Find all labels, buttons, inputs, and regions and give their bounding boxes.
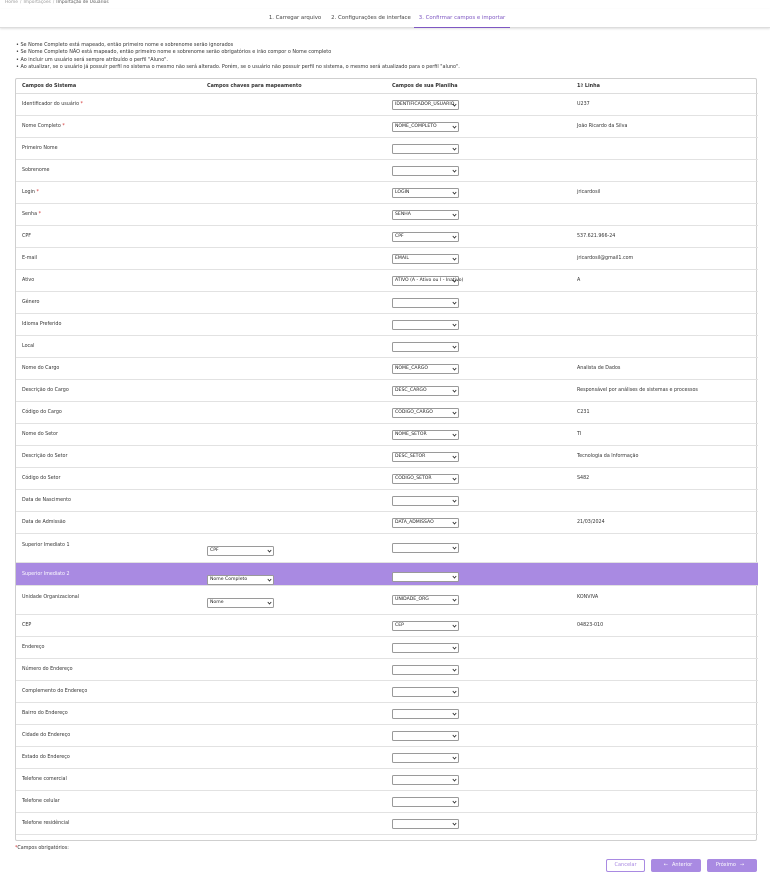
- table-row: [16, 248, 758, 270]
- sheet-column-select[interactable]: [392, 665, 459, 675]
- sheet-column-select-value: CPF: [395, 234, 404, 239]
- first-row-value: Tecnologia da Informação: [577, 454, 639, 459]
- first-row-value: 537.621.966-24: [577, 234, 616, 239]
- sheet-column-select[interactable]: [392, 474, 459, 484]
- field-label: [22, 432, 58, 437]
- field-label-text: Idioma Preferido: [22, 322, 62, 327]
- chevron-down-icon: [452, 454, 457, 460]
- key-field-select[interactable]: [207, 598, 274, 608]
- field-label-text: Endereço: [22, 645, 45, 650]
- required-mark: *: [38, 212, 41, 217]
- arrow-left-icon: ←: [663, 862, 668, 868]
- sheet-column-select[interactable]: [392, 543, 459, 553]
- breadcrumb-home[interactable]: Home: [5, 0, 18, 5]
- field-label: [22, 711, 68, 716]
- chevron-down-icon: [452, 574, 457, 580]
- sheet-column-select-value: NOME_COMPLETO: [395, 124, 437, 129]
- required-mark: *: [62, 124, 65, 129]
- sheet-column-select-value: CEP: [395, 623, 404, 628]
- sheet-column-select[interactable]: [392, 687, 459, 697]
- sheet-column-select[interactable]: [392, 386, 459, 396]
- field-label-text: Número do Endereço: [22, 667, 73, 672]
- header-campos-planilha: Campos de sua Planilha: [392, 83, 458, 89]
- field-label: [22, 102, 83, 107]
- sheet-column-select[interactable]: [392, 188, 459, 198]
- field-label-text: Local: [22, 344, 35, 349]
- required-mark: *: [36, 190, 39, 195]
- chevron-down-icon: [452, 432, 457, 438]
- table-row: [16, 703, 758, 725]
- field-label: [22, 344, 34, 349]
- breadcrumb-importacoes[interactable]: Importações: [23, 0, 51, 5]
- chevron-down-icon: [452, 344, 457, 350]
- field-label: [22, 410, 62, 415]
- header-campos-sistema: Campos do Sistema: [22, 83, 77, 89]
- sheet-column-select-value: NOME_CARGO: [395, 366, 428, 371]
- field-label: [22, 520, 66, 525]
- previous-button[interactable]: [651, 859, 701, 872]
- chevron-down-icon: [452, 645, 457, 651]
- sheet-column-select[interactable]: [392, 342, 459, 352]
- table-row: [16, 725, 758, 747]
- sheet-column-select[interactable]: [392, 643, 459, 653]
- field-label-text: Descrição do Cargo: [22, 388, 69, 393]
- table-row: [16, 270, 758, 292]
- previous-button-label: Anterior: [672, 862, 693, 868]
- header-primeira-linha: 1ª Linha: [577, 83, 600, 89]
- field-label-text: Identificador do usuário: [22, 102, 80, 107]
- first-row-value: 21/03/2024: [577, 520, 605, 525]
- table-row: [16, 358, 758, 380]
- sheet-column-select[interactable]: [392, 621, 459, 631]
- table-row: [16, 204, 758, 226]
- field-label: [22, 476, 60, 481]
- key-field-select[interactable]: [207, 575, 274, 585]
- sheet-column-select-value: NOME_SETOR: [395, 432, 427, 437]
- table-row: [16, 813, 758, 835]
- note-item: • Ao atualizar, se o usuário já possuir perfil no sistema o mesmo não será alterado. Porém, se o usuário não possuir perfil no sistema, o mesmo será atualizado para o perfil "aluno".: [16, 64, 460, 71]
- next-button-label: Próximo: [715, 862, 736, 868]
- note-item: • Se Nome Completo está mapeado, então primeiro nome e sobrenome serão ignorados: [16, 42, 460, 49]
- field-label-text: Estado do Endereço: [22, 755, 70, 760]
- key-field-select[interactable]: [207, 546, 274, 556]
- sheet-column-select[interactable]: [392, 709, 459, 719]
- note-item: • Ao incluir um usuário será sempre atribuído o perfil "Aluno".: [16, 57, 460, 64]
- first-row-value: C231: [577, 410, 590, 415]
- breadcrumb-separator: /: [52, 0, 55, 5]
- next-button[interactable]: [707, 859, 757, 872]
- chevron-down-icon: [452, 410, 457, 416]
- field-label-text: CEP: [22, 623, 32, 628]
- cancel-button-label: Cancelar: [614, 862, 637, 868]
- sheet-column-select[interactable]: [392, 276, 464, 286]
- step-confirmar-importar[interactable]: 3. Confirmar campos e importar: [414, 9, 510, 28]
- step-carregar-arquivo[interactable]: 1. Carregar arquivo: [268, 15, 322, 21]
- field-label-text: Senha: [22, 212, 38, 217]
- field-label: [22, 623, 31, 628]
- table-row: [16, 512, 758, 534]
- field-label-text: Nome Completo: [22, 124, 61, 129]
- sheet-column-select[interactable]: [392, 100, 459, 110]
- table-row: [16, 182, 758, 204]
- field-label-text: Complemento do Endereço: [22, 689, 88, 694]
- field-label-text: Login: [22, 190, 35, 195]
- sheet-column-select[interactable]: [392, 254, 459, 264]
- field-label-text: CPF: [22, 234, 32, 239]
- field-label-text: Código do Cargo: [22, 410, 62, 415]
- field-label: [22, 645, 44, 650]
- sheet-column-select[interactable]: [392, 775, 459, 785]
- table-row: [16, 138, 758, 160]
- chevron-down-icon: [452, 667, 457, 673]
- breadcrumb: [5, 0, 109, 6]
- first-row-value: A: [577, 278, 581, 283]
- field-label-text: Código do Setor: [22, 476, 61, 481]
- breadcrumb-current: Importação de Usuários: [56, 0, 109, 5]
- sheet-column-select-value: DESC_SETOR: [395, 454, 426, 459]
- chevron-down-icon: [452, 821, 457, 827]
- table-row: [16, 615, 758, 637]
- required-fields-text: Campos obrigatórios:: [17, 846, 69, 851]
- chevron-down-icon: [452, 777, 457, 783]
- field-label-text: Telefone celular: [22, 799, 60, 804]
- field-label: [22, 572, 70, 577]
- sheet-column-select[interactable]: [392, 496, 459, 506]
- sheet-column-select-value: EMAIL: [395, 256, 409, 261]
- breadcrumb-separator: /: [19, 0, 22, 5]
- table-row: [16, 637, 758, 659]
- field-label: [22, 146, 58, 151]
- chevron-down-icon: [452, 388, 457, 394]
- chevron-down-icon: [452, 124, 457, 130]
- field-label: [22, 278, 34, 283]
- field-label-text: Sobrenome: [22, 168, 50, 173]
- field-label-text: Primeiro Nome: [22, 146, 58, 151]
- field-label: [22, 234, 31, 239]
- field-label-text: Telefone residêncial: [22, 821, 70, 826]
- first-row-value: S482: [577, 476, 590, 481]
- chevron-down-icon: [452, 168, 457, 174]
- table-row: [16, 94, 758, 116]
- chevron-down-icon: [452, 498, 457, 504]
- chevron-down-icon: [452, 256, 457, 262]
- field-label-text: Gênero: [22, 300, 40, 305]
- sheet-column-select-value: DESC_CARGO: [395, 388, 427, 393]
- sheet-column-select[interactable]: [392, 364, 459, 374]
- field-label: [22, 212, 41, 217]
- sheet-column-select-value: DATA_ADMISSAO: [395, 520, 434, 525]
- table-row: [16, 659, 758, 681]
- chevron-down-icon: [452, 102, 457, 108]
- chevron-down-icon: [267, 548, 272, 554]
- sheet-column-select-value: CODIGO_SETOR: [395, 476, 432, 481]
- chevron-down-icon: [452, 733, 457, 739]
- first-row-value: 04823-010: [577, 623, 604, 628]
- chevron-down-icon: [452, 755, 457, 761]
- field-label: [22, 667, 73, 672]
- first-row-value: jricardosil: [577, 190, 601, 195]
- first-row-value: TI: [577, 432, 582, 437]
- field-label-text: Bairro do Endereço: [22, 711, 68, 716]
- chevron-down-icon: [452, 322, 457, 328]
- field-label: [22, 454, 67, 459]
- mapping-table: [15, 78, 757, 841]
- sheet-column-select[interactable]: [392, 408, 459, 418]
- table-row: [16, 490, 758, 512]
- key-field-select-value: CPF: [210, 548, 219, 553]
- table-row: [16, 226, 758, 248]
- chevron-down-icon: [452, 545, 457, 551]
- sheet-column-select-value: UNIDADE_ORG: [395, 597, 429, 602]
- sheet-column-select-value: SENHA: [395, 212, 411, 217]
- sheet-column-select-value: CODIGO_CARGO: [395, 410, 433, 415]
- field-label: [22, 168, 49, 173]
- field-label: [22, 388, 69, 393]
- sheet-column-select[interactable]: [392, 144, 459, 154]
- sheet-column-select[interactable]: [392, 572, 459, 582]
- arrow-right-icon: →: [739, 862, 745, 868]
- chevron-down-icon: [267, 577, 272, 583]
- field-label-text: E-mail: [22, 256, 38, 261]
- chevron-down-icon: [452, 146, 457, 152]
- sheet-column-select-value: IDENTIFICADOR_USUARIO: [395, 102, 455, 107]
- sheet-column-select[interactable]: [392, 731, 459, 741]
- note-item: • Se Nome Completo NÃO está mapeado, então primeiro nome e sobrenome serão obrigatórios e irão compor o Nome completo: [16, 49, 460, 56]
- field-label: [22, 498, 71, 503]
- key-field-select-value: Nome Completo: [210, 577, 248, 582]
- required-fields-note: [15, 846, 69, 851]
- table-row: [16, 586, 758, 615]
- wizard-stepper: [0, 9, 770, 28]
- chevron-down-icon: [452, 799, 457, 805]
- first-row-value: João Ricardo da Silva: [577, 124, 628, 129]
- table-row: [16, 747, 758, 769]
- sheet-column-select[interactable]: [392, 122, 459, 132]
- table-row: [16, 314, 758, 336]
- sheet-column-select[interactable]: [392, 210, 459, 220]
- chevron-down-icon: [452, 190, 457, 196]
- field-label-text: Data de Nascimento: [22, 498, 71, 503]
- table-row: [16, 563, 758, 586]
- field-label: [22, 256, 37, 261]
- table-row: [16, 681, 758, 703]
- field-label-text: Descrição do Setor: [22, 454, 68, 459]
- field-label: [22, 689, 87, 694]
- table-row: [16, 336, 758, 358]
- chevron-down-icon: [452, 212, 457, 218]
- sheet-column-select[interactable]: [392, 232, 459, 242]
- chevron-down-icon: [267, 600, 272, 606]
- table-row: [16, 116, 758, 138]
- sheet-column-select[interactable]: [392, 298, 459, 308]
- field-label-text: Nome do Setor: [22, 432, 58, 437]
- first-row-value: U237: [577, 102, 590, 107]
- sheet-column-select[interactable]: [392, 753, 459, 763]
- first-row-value: Responsável por análises de sistemas e processos: [577, 388, 698, 393]
- chevron-down-icon: [452, 520, 457, 526]
- field-label: [22, 124, 65, 129]
- table-row: [16, 446, 758, 468]
- sheet-column-select[interactable]: [392, 595, 459, 605]
- field-label: [22, 777, 67, 782]
- field-label: [22, 543, 70, 548]
- field-label-text: Unidade Organizacional: [22, 595, 80, 600]
- first-row-value: KONVIVA: [577, 595, 599, 600]
- field-label-text: Ativo: [22, 278, 35, 283]
- field-label: [22, 799, 60, 804]
- field-label: [22, 733, 70, 738]
- sheet-column-select[interactable]: [392, 797, 459, 807]
- chevron-down-icon: [452, 476, 457, 482]
- field-label: [22, 595, 79, 600]
- table-row: [16, 402, 758, 424]
- field-label: [22, 366, 59, 371]
- table-row: [16, 160, 758, 182]
- table-row: [16, 534, 758, 563]
- table-row: [16, 424, 758, 446]
- table-row: [16, 380, 758, 402]
- step-configuracoes-interface[interactable]: 2. Configurações de interface: [331, 15, 411, 21]
- chevron-down-icon: [452, 366, 457, 372]
- field-label-text: Nome do Cargo: [22, 366, 60, 371]
- field-label-text: Cidade do Endereço: [22, 733, 71, 738]
- sheet-column-select-value: LOGIN: [395, 190, 410, 195]
- sheet-column-select-value: ATIVO (A - Ativo ou I - Inativo): [395, 278, 464, 283]
- chevron-down-icon: [452, 623, 457, 629]
- sheet-column-select[interactable]: [392, 518, 459, 528]
- chevron-down-icon: [452, 597, 457, 603]
- first-row-value: jricardosil@gmail1.com: [577, 256, 634, 261]
- chevron-down-icon: [452, 689, 457, 695]
- header-campos-chaves: Campos chaves para mapeamento: [207, 83, 302, 89]
- sheet-column-select[interactable]: [392, 819, 459, 829]
- table-header: [16, 79, 758, 94]
- field-label-text: Telefone comercial: [22, 777, 67, 782]
- table-row: [16, 769, 758, 791]
- cancel-button[interactable]: [606, 859, 645, 872]
- field-label: [22, 322, 61, 327]
- first-row-value: Analista de Dados: [577, 366, 621, 371]
- table-row: [16, 468, 758, 490]
- sheet-column-select[interactable]: [392, 430, 459, 440]
- field-label: [22, 190, 39, 195]
- required-mark: *: [80, 102, 83, 107]
- sheet-column-select[interactable]: [392, 452, 459, 462]
- sheet-column-select[interactable]: [392, 320, 459, 330]
- sheet-column-select[interactable]: [392, 166, 459, 176]
- field-label-text: Superior Imediato 2: [22, 572, 70, 577]
- import-notes: [16, 42, 460, 71]
- table-row: [16, 292, 758, 314]
- table-row: [16, 791, 758, 813]
- field-label: [22, 300, 39, 305]
- field-label: [22, 821, 69, 826]
- chevron-down-icon: [452, 300, 457, 306]
- required-mark: *: [15, 846, 18, 851]
- key-field-select-value: Nome: [210, 600, 224, 605]
- chevron-down-icon: [452, 711, 457, 717]
- field-label-text: Data de Admissão: [22, 520, 66, 525]
- chevron-down-icon: [452, 278, 457, 284]
- field-label: [22, 755, 70, 760]
- field-label-text: Superior Imediato 1: [22, 543, 70, 548]
- chevron-down-icon: [452, 234, 457, 240]
